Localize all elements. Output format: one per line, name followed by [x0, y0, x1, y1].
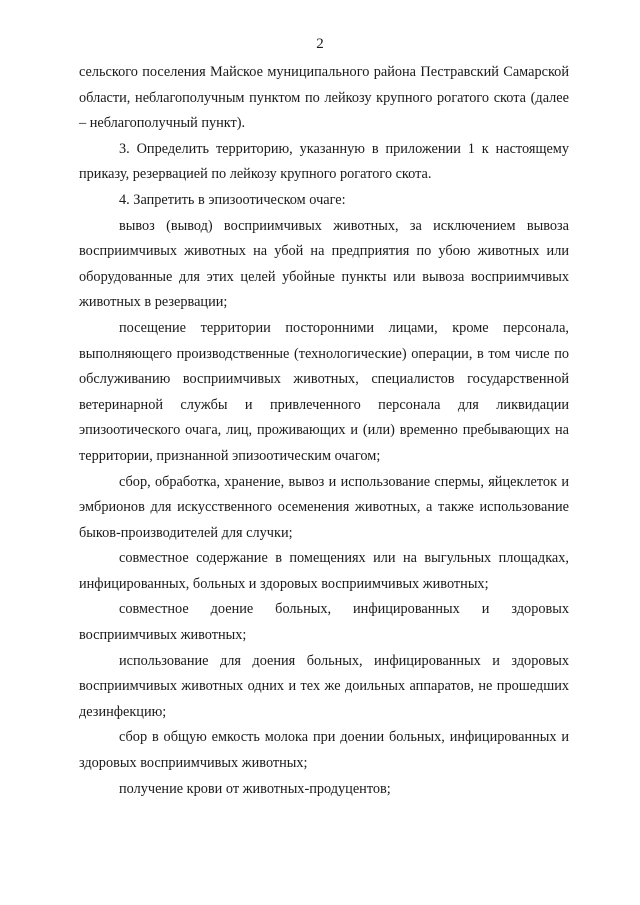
paragraph-continuation: сельского поселения Майское муниципального района Пестравский Самарской области, неблагополучным пунктом по лейкозу крупного рогатого скота (далее – неблагополучный пункт). — [79, 64, 569, 132]
paragraph-prohibition-export: вывоз (вывод) восприимчивых животных, за исключением вывоза восприимчивых животных на убой на предприятия по убою животных или оборудованные для этих целей убойные пункты или вывоза восприимчивых животных в резервации; — [79, 217, 569, 311]
paragraph-item-4: 4. Запретить в эпизоотическом очаге: — [119, 191, 346, 208]
paragraph-prohibition-visits: посещение территории посторонними лицами, кроме персонала, выполняющего производственные (технологические) операции, в том числе по обслуживанию восприимчивых животных, специалистов государственной ветеринарной службы и привлеченного персонала для ликвидации эпизоотического очага, лиц, проживающих и (или) временно пребывающих на территории, признанной эпизоотическим очагом; — [79, 319, 569, 464]
paragraph-prohibition-milk-collection: сбор в общую емкость молока при доении больных, инфицированных и здоровых восприимчивых животных; — [79, 729, 569, 772]
document-body — [79, 60, 569, 802]
paragraph-prohibition-milking-machines: использование для доения больных, инфицированных и здоровых восприимчивых животных одних и тех же доильных аппаратов, не прошедших дезинфекцию; — [79, 652, 569, 720]
paragraph-prohibition-joint-milking: совместное доение больных, инфицированных и здоровых восприимчивых животных; — [79, 601, 569, 644]
paragraph-prohibition-joint-keeping: совместное содержание в помещениях или на выгульных площадках, инфицированных, больных и здоровых восприимчивых животных; — [79, 550, 569, 592]
paragraph-prohibition-sperm: сбор, обработка, хранение, вывоз и использование спермы, яйцеклеток и эмбрионов для искусственного осеменения животных, а также использование быков-производителей для случки; — [79, 473, 569, 541]
paragraph-item-3: 3. Определить территорию, указанную в приложении 1 к настоящему приказу, резервацией по лейкозу крупного рогатого скота. — [79, 140, 569, 183]
paragraph-prohibition-blood: получение крови от животных-продуцентов; — [119, 780, 391, 797]
page-number: 2 — [316, 36, 324, 52]
